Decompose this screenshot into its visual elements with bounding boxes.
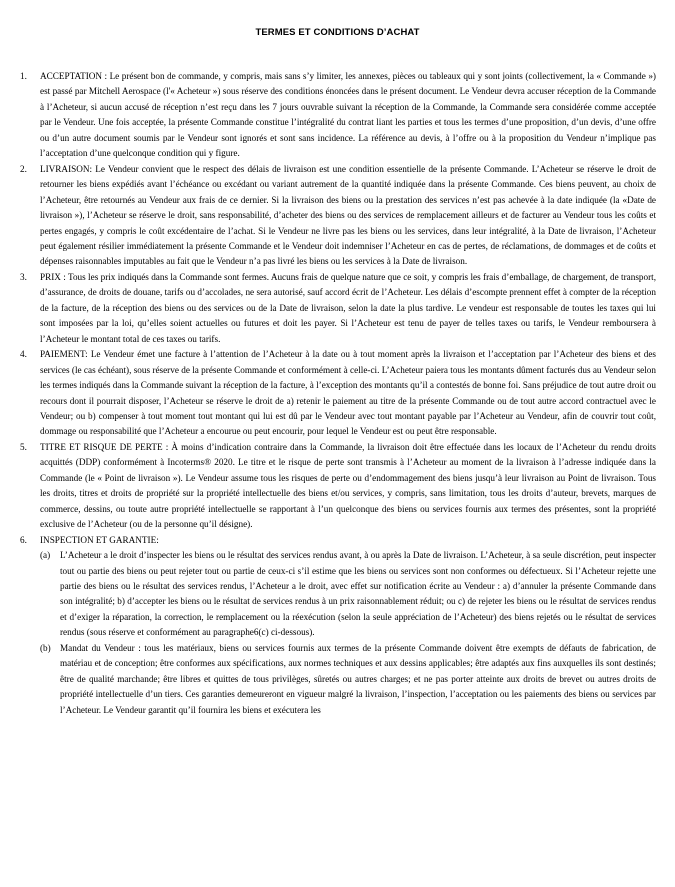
section-text: LIVRAISON: Le Vendeur convient que le respect des délais de livraison est une condition essentielle de la présente Commande. L’Acheteur se réserve le droit de retourner les biens expédiés avant l’échéance ou excédant ou variant autrement de la quantité indiquée dans la présente Commande. Ces biens peuvent, au choix de l’Acheteur, être retournés au Vendeur aux frais de ce dernier. Si la livraison des biens ou la prestation des services n’est pas achevée à la date indiquée (la «Date de livraison »), l’Acheteur se réserve le droit, sans responsabilité, d’acheter des biens ou des services de remplacement ailleurs et de facturer au Vendeur tous les coûts et pertes engagés, y compris le coût excédentaire de l’achat. Si le Vendeur ne livre pas les biens ou les services, dans leur intégralité, à la Date de livraison, l’Acheteur peut également résilier immédiatement la présente Commande et le Vendeur doit indemniser l’Acheteur en cas de pertes, de réclamations, de dommages et de coûts et dépenses raisonnables imputables au fait que le Vendeur n’a pas livré les biens ou les services à la Date de livraison. — [40, 163, 656, 267]
section-inspection-garantie — [20, 533, 656, 718]
section-text: TITRE ET RISQUE DE PERTE : À moins d’indication contraire dans la Commande, la livraison doit être effectuée dans les locaux de l’Acheteur du rendu droits acquittés (DDP) conformément à Incoterms® 2020. Le titre et le risque de perte sont transmis à l’Acheteur au moment de la livraison à l’adresse indiquée dans la Commande (le « Point de livraison »). Le Vendeur assume tous les risques de perte ou d’endommagement des biens jusqu’à leur livraison au Point de livraison. Tous les droits, titres et droits de propriété sur la propriété intellectuelle des biens et/ou services, y compris, sans limitation, tous les droits d’auteur, brevets, marques de commerce, dessins, ou toute autre propriété intellectuelle se rapportant à l’un quelconque des biens ou services fournis aux termes des présentes, sont la propriété exclusive de l’Acheteur (ou de la personne qu’il désigne). — [40, 441, 656, 530]
section-number: 2. — [20, 163, 27, 174]
section-prix — [20, 270, 656, 347]
section-paiement — [20, 347, 656, 440]
section-number: 1. — [20, 71, 27, 81]
section-titre-risque — [20, 440, 656, 533]
section-number: 4. — [20, 349, 27, 360]
subsection-text: Mandat du Vendeur : tous les matériaux, biens ou services fournis aux termes de la présente Commande doivent être exempts de défauts de fabrication, de matériau et de conception; être conformes aux spécifications, aux normes techniques et aux dessins applicables; être adaptés aux fins auxquelles ils sont destinés; être de qualité marchande; être libres et quittes de tous privilèges, sûretés ou autres charges; et ne pas porter atteinte aux droits de brevet ou autres droits de propriété intellectuelle d’un tiers. Ces garanties demeureront en vigueur malgré la livraison, l’inspection, l’acceptation ou les paiements des biens ou services par l’Acheteur. Le Vendeur garantit qu’il fournira les biens et exécutera les — [60, 642, 656, 715]
document-title: TERMES ET CONDITIONS D’ACHAT — [255, 27, 420, 38]
subsection-text: L’Acheteur a le droit d’inspecter les biens ou le résultat des services rendus avant, à ou après la Date de livraison. L’Acheteur, à sa seule discrétion, peut inspecter tout ou partie des biens ou peut rejeter tout ou partie de ceux-ci s’il estime que les biens ou services sont non conformes ou défectueux. Si l’Acheteur rejette une partie des biens ou le résultat des services rendus, l’Acheteur a le droit, avec effet sur notification écrite au Vendeur : a) d’annuler la présente Commande dans son intégralité; b) d’accepter les biens ou le résultat de services rendus à un prix raisonnablement réduit; ou c) de rejeter les biens ou le résultat de services rendus et d’exiger la réparation, la correction, le remplacement ou la réexécution (selon la seule appréciation de l’Acheteur) des biens rejetés ou le résultat de services rendus (sous réserve et conformément au paragraphe6(c) ci-dessous). — [60, 550, 656, 638]
section-number: 3. — [20, 271, 27, 282]
subsection-letter: (b) — [40, 642, 51, 653]
section-text: PAIEMENT: Le Vendeur émet une facture à l’attention de l’Acheteur à la date ou à tout moment après la livraison et l’acceptation par l’Acheteur des biens et des services (le cas échéant), sous réserve de la présente Commande et conformément à celle-ci. L’Acheteur paiera tous les montants dûment facturés dus au Vendeur selon les termes indiqués dans la Commande suivant la réception de la facture, à l’exception des montants qu’il a contestés de bonne foi. Sans préjudice de tout autre droit ou recours dont il pourrait disposer, l’Acheteur se réserve le droit de a) retenir le paiement au titre de la présente Commande ou de tout autre accord contractuel avec le Vendeur; ou b) compenser à tout moment tout montant qui lui est dû par le Vendeur avec tout montant payable par l’Acheteur au Vendeur, afin de couvrir tout coût, dommage ou responsabilité que l’Acheteur a encourue ou peut encourir, pour lequel le Vendeur est ou peut être responsable. — [40, 349, 656, 437]
subsection-a — [40, 548, 656, 641]
section-number: 5. — [20, 441, 27, 452]
section-heading: INSPECTION ET GARANTIE: — [40, 534, 159, 545]
subsection-b — [40, 641, 656, 718]
section-text: PRIX : Tous les prix indiqués dans la Commande sont fermes. Aucuns frais de quelque nature que ce soit, y compris les frais d’emballage, de chargement, de transport, d’assurance, de droits de douane, tarifs ou d’accolades, ne sera autorisé, sauf accord écrit de l’Acheteur. Les délais d’escompte prennent effet à compter de la réception de la facture, de la réception des biens ou des services ou de la Date de livraison, selon la date la plus tardive. Le vendeur est responsable de toutes les taxes qui lui sont imposées par la loi, qu’elles soient actuelles ou futures et doit les payer. Si l’Acheteur est tenu de payer de telles taxes ou tarifs, le Vendeur remboursera à l’Acheteur le montant total de ces taxes ou tarifs. — [40, 271, 656, 344]
section-livraison — [20, 162, 656, 270]
terms-body — [20, 69, 656, 718]
section-acceptation — [20, 69, 656, 162]
section-text: ACCEPTATION : Le présent bon de commande, y compris, mais sans s’y limiter, les annexes, pièces ou tableaux qui y sont joints (collectivement, la « Commande ») est passé par Mitchell Aerospace (l'« Acheteur ») sous réserve des conditions énoncées dans le présent document. Le Vendeur devra accuser réception de la Commande à l’Acheteur, si aucun accusé de réception n’est reçu dans les 7 jours ouvrable suivant la réception de la Commande, la Commande sera considérée comme acceptée par le Vendeur. Une fois acceptée, la présente Commande constitue l’intégralité du contrat liant les parties et tous les termes d’une proposition, d’un devis, d’une offre ou d’un autre document soumis par le Vendeur sont ignorés et sont sans incidence. La référence au devis, à l’offre ou à la proposition du Vendeur n’implique pas l’acceptation d’une quelconque condition qui y figure. — [40, 71, 656, 159]
section-number: 6. — [20, 534, 27, 545]
subsection-letter: (a) — [40, 550, 51, 561]
